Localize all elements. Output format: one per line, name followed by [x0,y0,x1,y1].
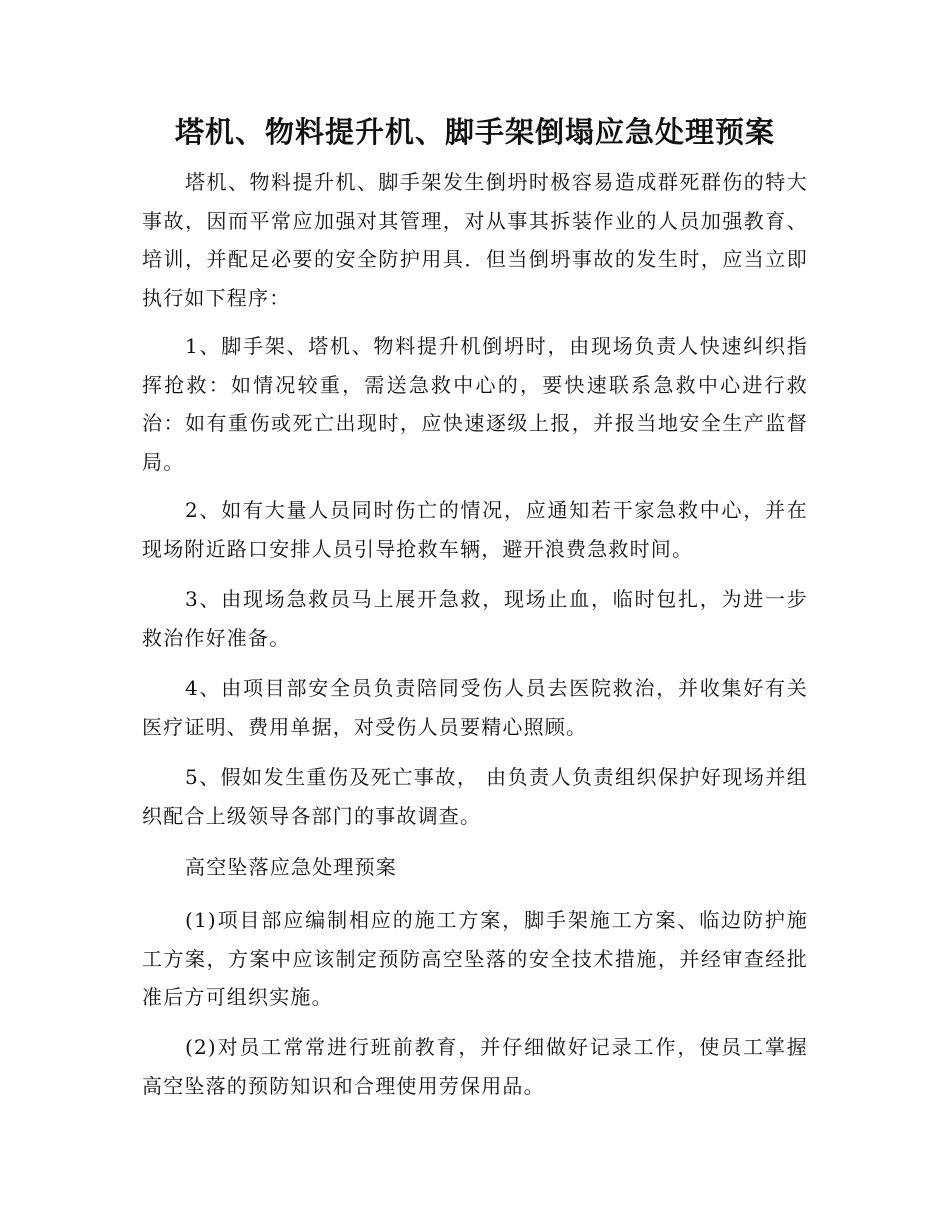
step-4-paragraph: 4、由项目部安全员负责陪同受伤人员去医院救治，并收集好有关医疗证明、费用单据，对受伤人员要精心照顾。 [142,676,808,739]
step-2-paragraph: 2、如有大量人员同时伤亡的情况，应通知若干家急救中心，并在现场附近路口安排人员引导抢救车辆，避开浪费急救时间。 [142,498,808,561]
fall-item-1-paragraph: (1)项目部应编制相应的施工方案，脚手架施工方案、临边防护施工方案，方案中应该制定预防高空坠落的安全技术措施，并经审查经批准后方可组织实施。 [142,908,808,1009]
section-heading-fall: 高空坠落应急处理预案 [185,855,397,879]
intro-paragraph: 塔机、物料提升机、脚手架发生倒坍时极容易造成群死群伤的特大事故，因而平常应加强对其管理，对从事其拆装作业的人员加强教育、培训，并配足必要的安全防护用具．但当倒坍事故的发生时，应当立即执行如下程序： [142,170,808,310]
document-title: 塔机、物料提升机、脚手架倒塌应急处理预案 [174,115,775,149]
fall-item-2-paragraph: (2)对员工常常进行班前教育，并仔细做好记录工作，使员工掌握高空坠落的预防知识和合理使用劳保用品。 [142,1035,808,1098]
step-1-paragraph: 1、脚手架、塔机、物料提升机倒坍时，由现场负责人快速纠织指挥抢救：如情况较重，需送急救中心的，要快速联系急救中心进行救治：如有重伤或死亡出现时，应快速逐级上报，并报当地安全生产监督局。 [142,334,808,474]
step-3-paragraph: 3、由现场急救员马上展开急救，现场止血，临时包扎，为进一步救治作好准备。 [142,587,808,650]
step-5-paragraph: 5、假如发生重伤及死亡事故， 由负责人负责组织保护好现场并组织配合上级领导各部门的事故调查。 [142,765,808,828]
